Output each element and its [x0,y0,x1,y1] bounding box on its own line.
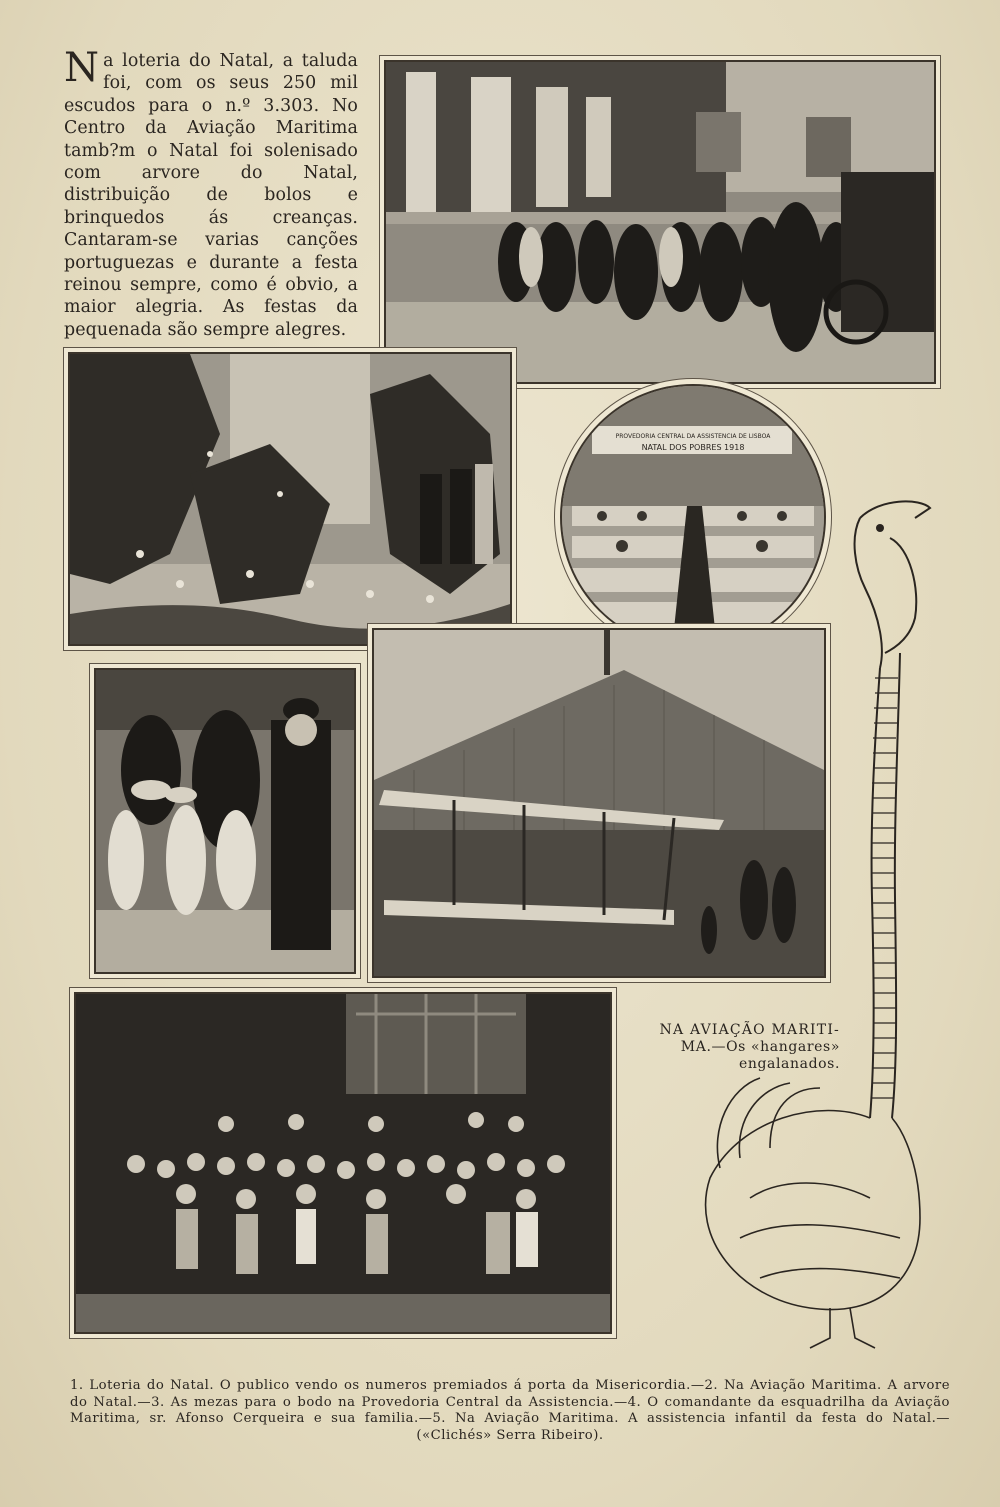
intro-paragraph [64,45,358,341]
photo-crowd-misericordia [384,60,936,384]
photo-children-image [76,994,610,1332]
photo-tree-image [70,354,510,644]
banner-line-1: PROVEDORIA CENTRAL DA ASSISTENCIA DE LISBOA [615,433,771,440]
photo-crowd-image [386,62,934,382]
photo-family-image [96,670,354,972]
intro-body: a loteria do Natal, a taluda foi, com os seus 250 mil escudos para o n.º 3.303. No Centro da Aviação Maritima tamb?m o Natal foi solenisado com arvore do Natal, distribuição de bolos e brinquedos ás creanças. Cantaram-se varias canções portuguezas e durante a festa reinou sempre, como é obvio, a maior alegria. As festas da pequenada são sempre alegres. [64,51,358,340]
side-caption [624,1022,840,1073]
drop-cap: N [64,45,100,91]
photo-commander-family [94,668,356,974]
side-caption-heading: NA AVIAÇÃO MARITI- [659,1022,840,1038]
banner-line-2: NATAL DOS POBRES 1918 [641,443,745,452]
photo-children-party [74,992,612,1334]
side-caption-body: MA.—Os «hangares» engalanados. [680,1039,840,1072]
bottom-caption: 1. Loteria do Natal. O publico vendo os numeros premiados á porta da Misericordia.—2. Na Aviação Maritima. A arvore do Natal.—3. As mezas para o bodo na Provedoria Central da Assistencia.—4. O comandante da esquadrilha da Aviação Maritima, sr. Afonso Cerqueira e sua familia.—5. Na Aviação Maritima. A assistencia infantil da festa do Natal.—(«Clichés» Serra Ribeiro). [70,1378,950,1443]
turkey-drawing-icon [680,478,940,1358]
photo-christmas-tree [68,352,512,646]
